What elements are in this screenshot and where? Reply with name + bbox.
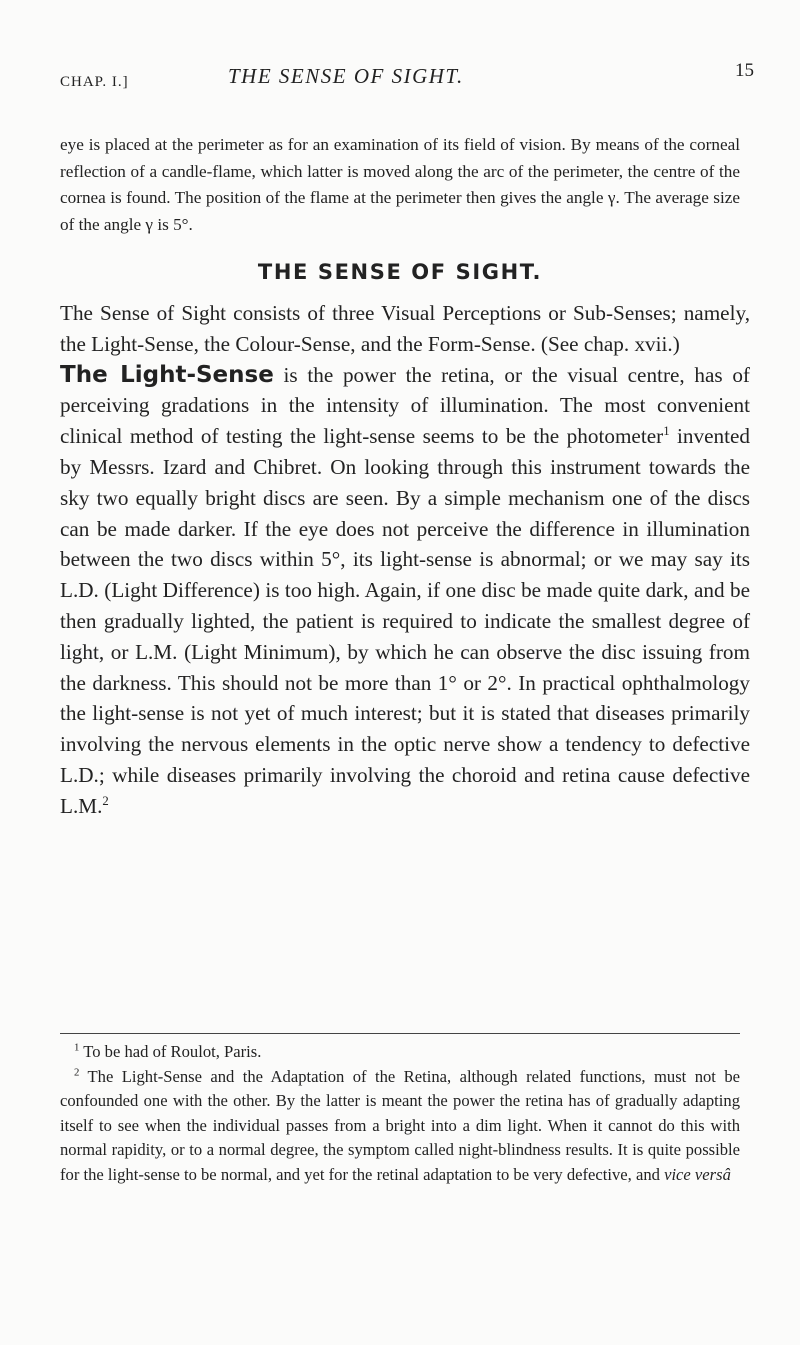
footnote-2-text: The Light-Sense and the Adaptation of the Retina, although related functions, must not be confounded one with the other. By the latter is meant the power the retina has of gradually adapting itself to see when the individual passes from a bright into a dim light. When it cannot do this with normal rapidity, or to a normal degree, the symptom called night-blindness results. It is quite possible for the light-sense to be normal, and yet for the retinal adaptation to be very defective, and [60, 1066, 740, 1184]
main-body [60, 298, 750, 822]
footnote-2 [60, 1065, 740, 1188]
footnote-2-italic: vice versâ [664, 1164, 731, 1184]
footnote-divider [60, 1033, 740, 1034]
running-title: THE SENSE OF SIGHT. [228, 64, 464, 88]
intro-paragraph: eye is placed at the perimeter as for an examination of its field of vision. By means of the corneal reflection of a candle-flame, which latter is moved along the arc of the perimeter, the centre of the cornea is found. The position of the flame at the perimeter then gives the angle γ. The average size of the angle γ is 5°. [60, 135, 740, 234]
section-heading: THE SENSE OF SIGHT. [257, 260, 543, 284]
run-in-heading: The Light-Sense [60, 361, 274, 388]
footnote-2-mark: 2 [74, 1066, 80, 1079]
footnote-ref-1: 1 [663, 424, 670, 439]
footnote-ref-2: 2 [102, 793, 109, 808]
paragraph-text-part-b: invented by Messrs. Izard and Chibret. On looking through this instrument towards the sky two equally bright discs are seen. By a simple mechanism one of the discs can be made darker. If the eye does not perceive the difference in illumination between the two discs within 5°, its light-sense is abnormal; or we may say its L.D. (Light Difference) is too high. Again, if one disc be made quite dark, and be then gradually lighted, the patient is required to indicate the smallest degree of light, or L.M. (Light Minimum), by which he can observe the disc issuing from the darkness. This should not be more than 1° or 2°. In practical ophthalmology the light-sense is not yet of much interest; but it is stated that diseases primarily involving the nervous elements in the optic nerve show a tendency to defective L.D.; while diseases primarily involving the choroid and retina cause defective L.M. [60, 424, 750, 818]
paragraph-sub-senses: The Sense of Sight consists of three Visual Perceptions or Sub-Senses; namely, the Light-Sense, the Colour-Sense, and the Form-Sense. (See chap. xvii.) [60, 301, 750, 356]
chapter-marker: CHAP. I.] [60, 74, 129, 90]
page-number: 15 [735, 60, 754, 81]
footnote-1-mark: 1 [74, 1041, 80, 1054]
footnote-1-text: To be had of Roulot, Paris. [83, 1042, 262, 1061]
paragraph-light-sense [60, 360, 750, 822]
footnote-1 [60, 1040, 740, 1065]
footnotes [60, 1040, 740, 1188]
paragraph-text-part-a: is the power the retina, or the visual centre, has of perceiving gradations in the intensity of illumination. The most convenient clinical method of testing the light-sense seems to be the photometer [60, 362, 750, 449]
page-header [60, 60, 760, 90]
